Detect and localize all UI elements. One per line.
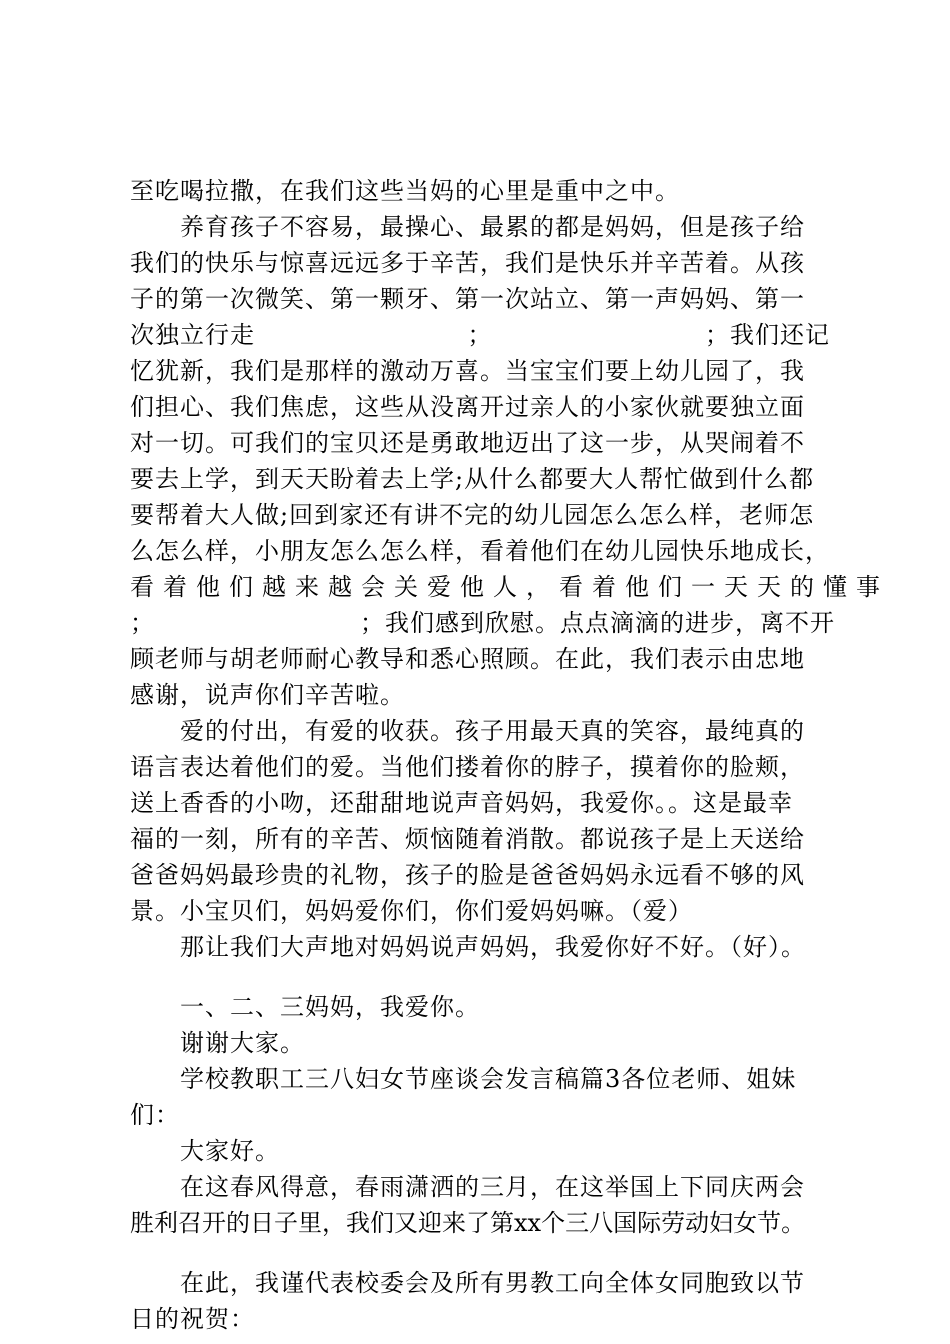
paragraph-line: 胜利召开的日子里，我们又迎来了第xx个三八国际劳动妇女节。 bbox=[130, 1209, 806, 1237]
paragraph-line: 么怎么样，小朋友怎么怎么样，看着他们在幼儿园快乐地成长， bbox=[130, 537, 830, 565]
paragraph-line: 养育孩子不容易，最操心、最累的都是妈妈，但是孩子给 bbox=[180, 213, 805, 241]
paragraph-line: 要帮着大人做;回到家还有讲不完的幼儿园怎么怎么样，老师怎 bbox=[130, 501, 815, 529]
paragraph-line: 我们的快乐与惊喜远远多于辛苦，我们是快乐并辛苦着。从孩 bbox=[130, 249, 805, 277]
text-segment: ；我们感到欣慰。点点滴滴的进步，离不开 bbox=[360, 609, 835, 637]
paragraph-line: 们担心、我们焦虑，这些从没离开过亲人的小家伙就要独立面 bbox=[130, 393, 805, 421]
paragraph-line: 一、二、三妈妈，我爱你。 bbox=[180, 993, 480, 1021]
paragraph-line: 景。小宝贝们，妈妈爱你们，你们爱妈妈嘛。（爱） bbox=[130, 897, 693, 925]
paragraph-line: 日的祝贺： bbox=[130, 1305, 255, 1333]
paragraph-line: 看着他们越来越会关爱他人，看着他们一天天的懂事 bbox=[130, 573, 889, 601]
paragraph-line: 子的第一次微笑、第一颗牙、第一次站立、第一声妈妈、第一 bbox=[130, 285, 805, 313]
paragraph-line: 大家好。 bbox=[180, 1137, 280, 1165]
paragraph-line-gapped bbox=[130, 605, 835, 641]
paragraph-line: 感谢，说声你们辛苦啦。 bbox=[130, 681, 405, 709]
paragraph-line: 那让我们大声地对妈妈说声妈妈，我爱你好不好。（好）。 bbox=[180, 933, 806, 961]
paragraph-line: 谢谢大家。 bbox=[180, 1029, 305, 1057]
paragraph-line: 至吃喝拉撒，在我们这些当妈的心里是重中之中。 bbox=[130, 177, 680, 205]
section-heading-line: 学校教职工三八妇女节座谈会发言稿篇3各位老师、姐妹 bbox=[180, 1065, 797, 1093]
paragraph-line: 爱的付出，有爱的收获。孩子用最天真的笑容，最纯真的 bbox=[180, 717, 805, 745]
paragraph-line: 对一切。可我们的宝贝还是勇敢地迈出了这一步，从哭闹着不 bbox=[130, 429, 805, 457]
text-segment: ；我们还记 bbox=[705, 321, 830, 349]
paragraph-line: 爸爸妈妈最珍贵的礼物，孩子的脸是爸爸妈妈永远看不够的风 bbox=[130, 861, 805, 889]
paragraph-line-gapped bbox=[130, 317, 830, 353]
paragraph-line: 们： bbox=[130, 1101, 180, 1129]
paragraph-line: 在这春风得意，春雨潇洒的三月，在这举国上下同庆两会 bbox=[180, 1173, 805, 1201]
text-segment: 次独立行走 bbox=[130, 321, 255, 349]
paragraph-line: 送上香香的小吻，还甜甜地说声音妈妈，我爱你。。这是最幸 bbox=[130, 789, 793, 817]
paragraph-line: 在此，我谨代表校委会及所有男教工向全体女同胞致以节 bbox=[180, 1269, 805, 1297]
paragraph-line: 忆犹新，我们是那样的激动万喜。当宝宝们要上幼儿园了，我 bbox=[130, 357, 805, 385]
text-segment: ； bbox=[467, 321, 493, 349]
paragraph-line: 福的一刻，所有的辛苦、烦恼随着消散。都说孩子是上天送给 bbox=[130, 825, 805, 853]
text-segment: ； bbox=[130, 609, 155, 637]
paragraph-line: 顾老师与胡老师耐心教导和悉心照顾。在此，我们表示由忠地 bbox=[130, 645, 805, 673]
paragraph-line: 语言表达着他们的爱。当他们搂着你的脖子，摸着你的脸颊， bbox=[130, 753, 805, 781]
paragraph-line: 要去上学，到天天盼着去上学;从什么都要大人帮忙做到什么都 bbox=[130, 465, 815, 493]
